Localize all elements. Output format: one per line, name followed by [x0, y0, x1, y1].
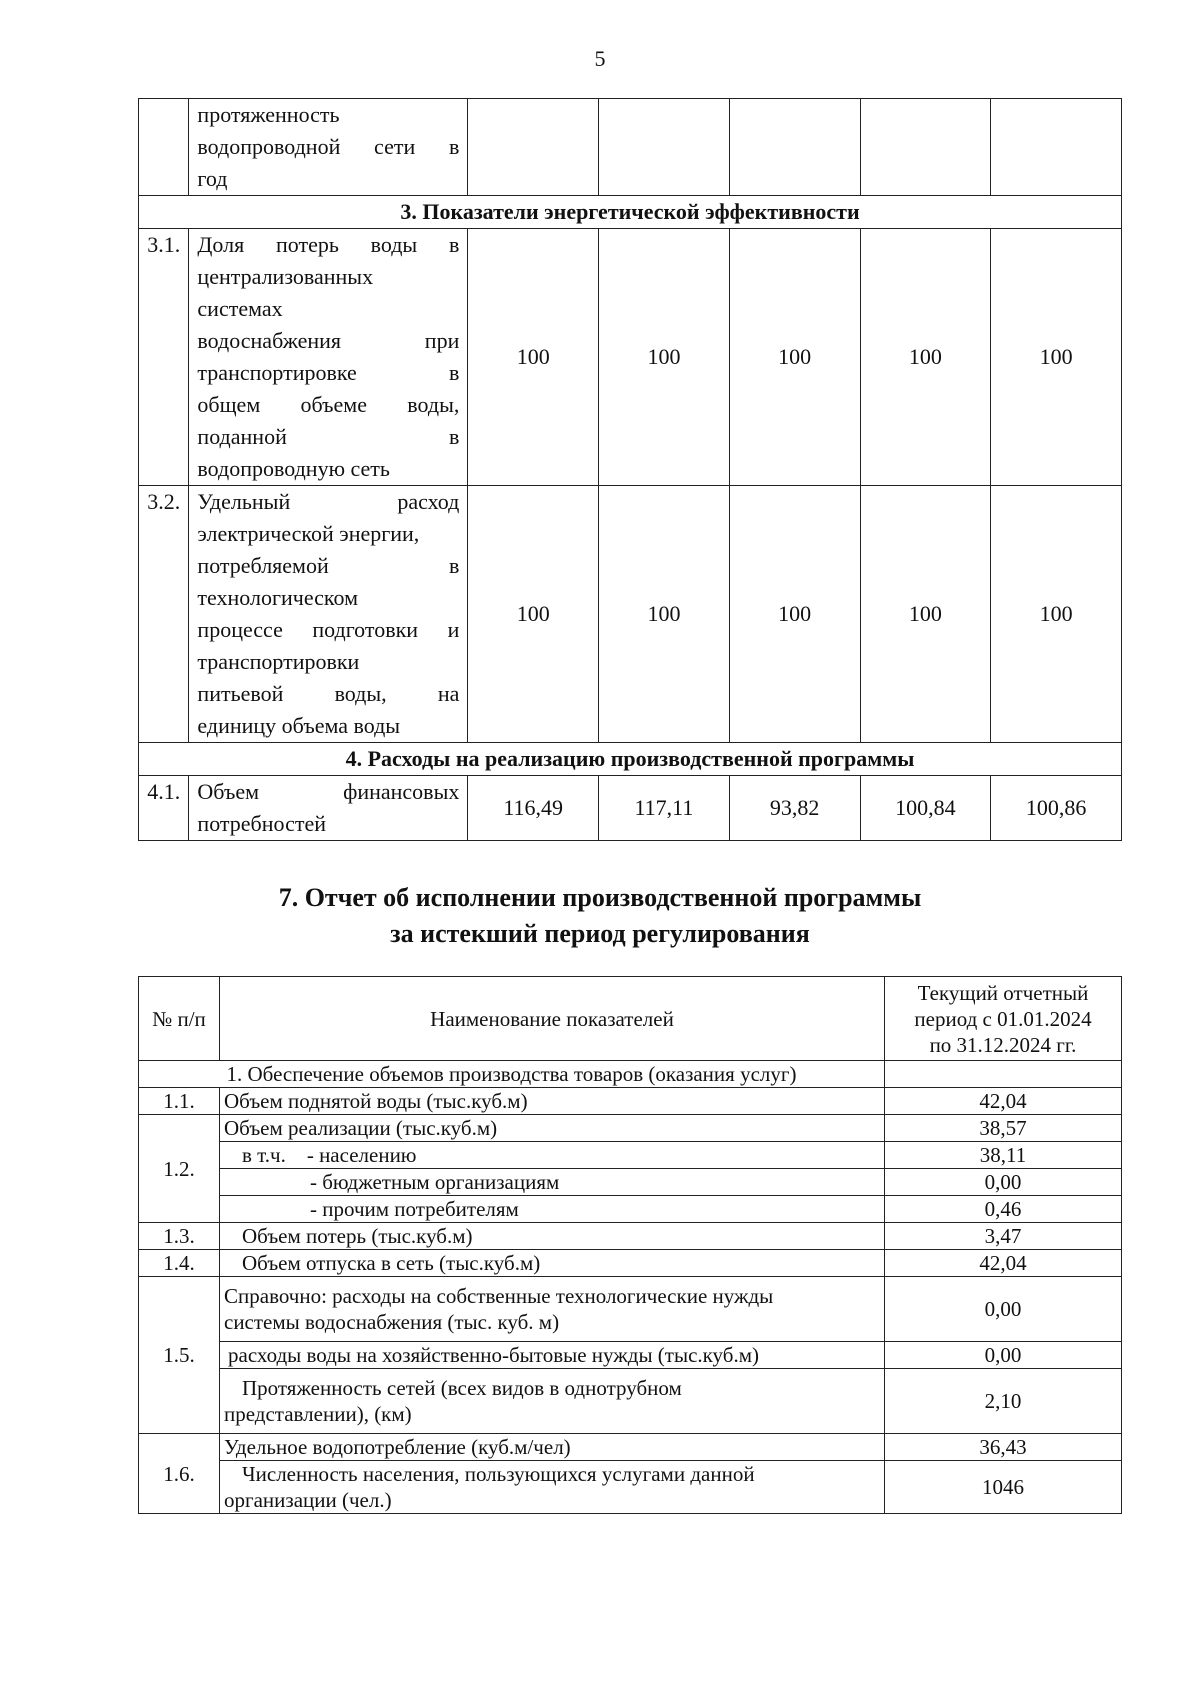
name-line: системах	[197, 296, 283, 321]
value-cell: 100	[468, 486, 599, 743]
name-line: Удельный расход	[197, 489, 460, 514]
name-line: поданной в	[197, 424, 460, 449]
table-row	[139, 1088, 1122, 1115]
table-row	[139, 486, 1122, 743]
value-cell: 2,10	[885, 1369, 1122, 1434]
indicator-name-cell: - прочим потребителям	[220, 1196, 885, 1223]
value-cell: 42,04	[885, 1250, 1122, 1277]
value-cell: 100	[599, 229, 730, 486]
row-number-cell: 1.1.	[139, 1088, 220, 1115]
indicator-name-cell	[189, 229, 468, 486]
name-line: транспортировки	[197, 649, 360, 674]
name-line: Объем финансовых	[197, 779, 460, 804]
name-line: Доля потерь воды в	[197, 232, 460, 257]
report-table	[138, 976, 1122, 1514]
value-cell	[599, 99, 730, 196]
table-row	[139, 1115, 1122, 1142]
value-cell: 100	[729, 229, 860, 486]
value-cell: 100	[860, 486, 991, 743]
period-line: период с 01.01.2024	[914, 1006, 1092, 1031]
table-row	[139, 1277, 1122, 1342]
period-line: по 31.12.2024 гг.	[929, 1032, 1077, 1057]
indicators-table	[138, 98, 1122, 841]
header-row	[139, 977, 1122, 1061]
value-cell: 0,00	[885, 1342, 1122, 1369]
value-cell: 38,11	[885, 1142, 1122, 1169]
name-line: водопроводную сеть	[197, 456, 390, 481]
name-line: водопроводной сети в	[197, 134, 460, 159]
table-row	[139, 1461, 1122, 1514]
value-cell: 100,86	[991, 776, 1122, 841]
indicator-name-cell	[189, 99, 468, 196]
name-line: процессе подготовки и	[197, 617, 460, 642]
name-line: Численность населения, пользующихся услугами данной	[242, 1462, 755, 1486]
indicator-name-cell	[220, 1277, 885, 1342]
row-number-cell	[139, 99, 189, 196]
value-cell: 0,00	[885, 1277, 1122, 1342]
indicator-name-cell	[220, 1461, 885, 1514]
value-cell	[991, 99, 1122, 196]
value-cell: 100	[860, 229, 991, 486]
value-cell: 100	[991, 229, 1122, 486]
table-row	[139, 1369, 1122, 1434]
indicator-name-cell: Объем поднятой воды (тыс.куб.м)	[220, 1088, 885, 1115]
value-cell: 100	[599, 486, 730, 743]
header-num: № п/п	[139, 977, 220, 1061]
sub-name: - населению	[306, 1143, 417, 1167]
value-cell: 0,46	[885, 1196, 1122, 1223]
name-line: централизованных	[197, 264, 374, 289]
value-cell: 0,00	[885, 1169, 1122, 1196]
value-cell	[729, 99, 860, 196]
header-period	[885, 977, 1122, 1061]
table-row	[139, 1196, 1122, 1223]
section-7-heading	[0, 880, 1200, 952]
indicator-name-cell: Объем отпуска в сеть (тыс.куб.м)	[220, 1250, 885, 1277]
row-number-cell: 1.4.	[139, 1250, 220, 1277]
name-line: единицу объема воды	[197, 713, 401, 738]
period-line: Текущий отчетный	[917, 980, 1089, 1005]
name-line: Протяженность сетей (всех видов в однотрубном	[242, 1376, 682, 1400]
table-row	[139, 1223, 1122, 1250]
name-line: Справочно: расходы на собственные технологические нужды	[224, 1284, 774, 1308]
name-line: год	[197, 166, 228, 191]
name-line: электрической энергии,	[197, 521, 420, 546]
indicator-name-cell	[220, 1142, 885, 1169]
name-line: транспортировке в	[197, 360, 460, 385]
table-row	[139, 776, 1122, 841]
indicator-name-cell: Объем реализации (тыс.куб.м)	[220, 1115, 885, 1142]
value-cell: 100,84	[860, 776, 991, 841]
value-cell	[885, 1061, 1122, 1088]
sub-prefix: в т.ч.	[242, 1143, 286, 1167]
value-cell: 3,47	[885, 1223, 1122, 1250]
section-1-title: 1. Обеспечение объемов производства товаров (оказания услуг)	[139, 1061, 885, 1088]
section-row	[139, 743, 1122, 776]
value-cell: 117,11	[599, 776, 730, 841]
section-3-title: 3. Показатели энергетической эффективности	[139, 196, 1122, 229]
row-number-cell: 3.1.	[139, 229, 189, 486]
table-row	[139, 229, 1122, 486]
name-line: питьевой воды, на	[197, 681, 460, 706]
row-number-cell: 4.1.	[139, 776, 189, 841]
name-line: протяженность	[197, 102, 340, 127]
name-line: системы водоснабжения (тыс. куб. м)	[224, 1310, 560, 1334]
value-cell: 100	[729, 486, 860, 743]
row-number-cell: 1.3.	[139, 1223, 220, 1250]
indicator-name-cell	[189, 776, 468, 841]
value-cell: 100	[991, 486, 1122, 743]
table-row	[139, 1434, 1122, 1461]
section-4-title: 4. Расходы на реализацию производственной программы	[139, 743, 1122, 776]
name-line: потребностей	[197, 811, 326, 836]
heading-line-1: 7. Отчет об исполнении производственной программы	[278, 883, 922, 912]
value-cell: 100	[468, 229, 599, 486]
value-cell	[468, 99, 599, 196]
name-line: водоснабжения при	[197, 328, 460, 353]
table-row	[139, 1142, 1122, 1169]
page-number: 5	[594, 46, 606, 71]
table-row	[139, 99, 1122, 196]
indicator-name-cell	[189, 486, 468, 743]
value-cell: 116,49	[468, 776, 599, 841]
indicator-name-cell: Объем потерь (тыс.куб.м)	[220, 1223, 885, 1250]
name-line: технологическом	[197, 585, 358, 610]
table-row	[139, 1342, 1122, 1369]
value-cell: 36,43	[885, 1434, 1122, 1461]
value-cell: 93,82	[729, 776, 860, 841]
name-line: организации (чел.)	[224, 1488, 392, 1512]
header-name: Наименование показателей	[220, 977, 885, 1061]
value-cell: 1046	[885, 1461, 1122, 1514]
indicator-name-cell: - бюджетным организациям	[220, 1169, 885, 1196]
section-row	[139, 1061, 1122, 1088]
row-number-cell: 1.2.	[139, 1115, 220, 1223]
value-cell	[860, 99, 991, 196]
row-number-cell: 1.5.	[139, 1277, 220, 1434]
table-row	[139, 1169, 1122, 1196]
value-cell: 42,04	[885, 1088, 1122, 1115]
indicator-name-cell	[220, 1369, 885, 1434]
table-row	[139, 1250, 1122, 1277]
name-line: потребляемой в	[197, 553, 460, 578]
heading-line-2: за истекший период регулирования	[390, 919, 810, 948]
name-line: общем объеме воды,	[197, 392, 460, 417]
indicator-name-cell: Удельное водопотребление (куб.м/чел)	[220, 1434, 885, 1461]
name-line: представлении), (км)	[224, 1402, 412, 1426]
section-row	[139, 196, 1122, 229]
value-cell: 38,57	[885, 1115, 1122, 1142]
row-number-cell: 1.6.	[139, 1434, 220, 1514]
indicator-name-cell: расходы воды на хозяйственно-бытовые нужды (тыс.куб.м)	[220, 1342, 885, 1369]
row-number-cell: 3.2.	[139, 486, 189, 743]
